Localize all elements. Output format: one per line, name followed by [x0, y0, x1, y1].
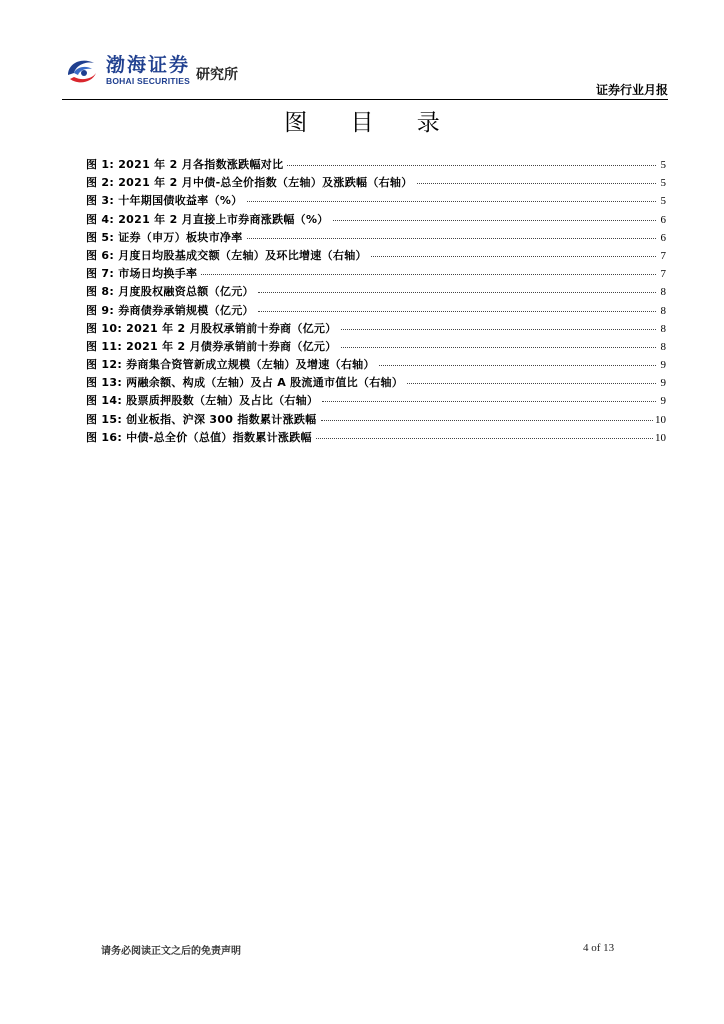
report-type: 证券行业月报	[595, 83, 668, 97]
toc-entry-label: 图 11: 2021 年 2 月债券承销前十券商（亿元）	[86, 339, 337, 353]
toc-entry[interactable]	[86, 338, 666, 356]
company-logo	[62, 48, 238, 94]
toc-dot-leader	[341, 329, 656, 330]
toc-entry[interactable]	[86, 411, 666, 429]
toc-entry[interactable]	[86, 374, 666, 392]
toc-entry-label: 图 2: 2021 年 2 月中债-总全价指数（左轴）及涨跌幅（右轴）	[86, 176, 413, 190]
toc-dot-leader	[322, 401, 656, 402]
toc-dot-leader	[258, 311, 656, 312]
toc-entry[interactable]	[86, 156, 666, 174]
toc-entry-label: 图 12: 券商集合资管新成立规模（左轴）及增速（右轴）	[86, 358, 375, 372]
department-name: 研究所	[196, 67, 239, 83]
toc-dot-leader	[287, 165, 656, 166]
toc-entry-page: 6	[660, 213, 666, 226]
toc-entry[interactable]	[86, 265, 666, 283]
toc-entry[interactable]	[86, 192, 666, 210]
logo-chinese-name: 渤海证券	[106, 54, 191, 77]
bohai-logo-icon	[62, 51, 102, 91]
toc-entry[interactable]	[86, 174, 666, 192]
toc-entry[interactable]	[86, 283, 666, 301]
page-header	[62, 48, 668, 100]
toc-entry-label: 图 16: 中债-总全价（总值）指数累计涨跌幅	[86, 430, 312, 444]
toc-entry[interactable]	[86, 429, 666, 447]
toc-entry-page: 8	[660, 286, 666, 299]
toc-dot-leader	[258, 292, 656, 293]
toc-dot-leader	[333, 220, 656, 221]
toc-entry-page: 7	[660, 268, 666, 281]
toc-entry-page: 9	[660, 359, 666, 372]
toc-dot-leader	[321, 420, 654, 421]
toc-dot-leader	[247, 201, 656, 202]
toc-entry-label: 图 4: 2021 年 2 月直接上市券商涨跌幅（%）	[86, 212, 329, 226]
toc-dot-leader	[417, 183, 656, 184]
toc-entry-label: 图 8: 月度股权融资总额（亿元）	[86, 285, 254, 299]
toc-entry-page: 5	[660, 195, 666, 208]
toc-title: 图 目 录	[284, 110, 458, 136]
toc-entry-label: 图 10: 2021 年 2 月股权承销前十券商（亿元）	[86, 321, 337, 335]
toc-entry-label: 图 9: 券商债券承销规模（亿元）	[86, 303, 254, 317]
toc-entry-page: 6	[660, 231, 666, 244]
toc-entry-label: 图 3: 十年期国债收益率（%）	[86, 194, 243, 208]
toc-entry[interactable]	[86, 392, 666, 410]
footer-page-indicator: 4 of 13	[583, 942, 615, 954]
toc-entry-label: 图 14: 股票质押股数（左轴）及占比（右轴）	[86, 394, 319, 408]
toc-entry-page: 8	[660, 304, 666, 317]
toc-entry[interactable]	[86, 356, 666, 374]
logo-text	[106, 56, 190, 86]
toc-entry[interactable]	[86, 211, 666, 229]
toc-entry-page: 8	[660, 340, 666, 353]
toc-entry-page: 10	[655, 431, 666, 444]
toc-entry-page: 5	[660, 177, 666, 190]
toc-entry-page: 8	[660, 322, 666, 335]
toc-dot-leader	[407, 383, 656, 384]
toc-entry-page: 9	[660, 395, 666, 408]
toc-entry[interactable]	[86, 247, 666, 265]
toc-entry-label: 图 13: 两融余额、构成（左轴）及占 A 股流通市值比（右轴）	[86, 376, 404, 390]
toc-dot-leader	[201, 274, 656, 275]
toc-entry-page: 7	[660, 249, 666, 262]
figure-table-of-contents	[86, 156, 666, 447]
toc-entry-label: 图 6: 月度日均股基成交额（左轴）及环比增速（右轴）	[86, 248, 367, 262]
toc-dot-leader	[371, 256, 656, 257]
toc-entry-page: 9	[660, 377, 666, 390]
toc-entry[interactable]	[86, 302, 666, 320]
toc-entry[interactable]	[86, 229, 666, 247]
toc-entry-label: 图 15: 创业板指、沪深 300 指数累计涨跌幅	[86, 412, 317, 426]
toc-dot-leader	[341, 347, 656, 348]
toc-dot-leader	[316, 438, 653, 439]
toc-entry-page: 10	[655, 413, 666, 426]
toc-entry-page: 5	[660, 159, 666, 171]
toc-entry-label: 图 5: 证券（申万）板块市净率	[86, 230, 243, 244]
footer-disclaimer: 请务必阅读正文之后的免责声明	[101, 946, 241, 957]
toc-dot-leader	[379, 365, 656, 366]
toc-dot-leader	[247, 238, 656, 239]
toc-entry[interactable]	[86, 320, 666, 338]
header-divider	[62, 99, 668, 100]
toc-entry-label: 图 1: 2021 年 2 月各指数涨跌幅对比	[86, 158, 284, 171]
toc-entry-label: 图 7: 市场日均换手率	[86, 267, 198, 281]
logo-english-name: BOHAI SECURITIES	[106, 76, 190, 87]
